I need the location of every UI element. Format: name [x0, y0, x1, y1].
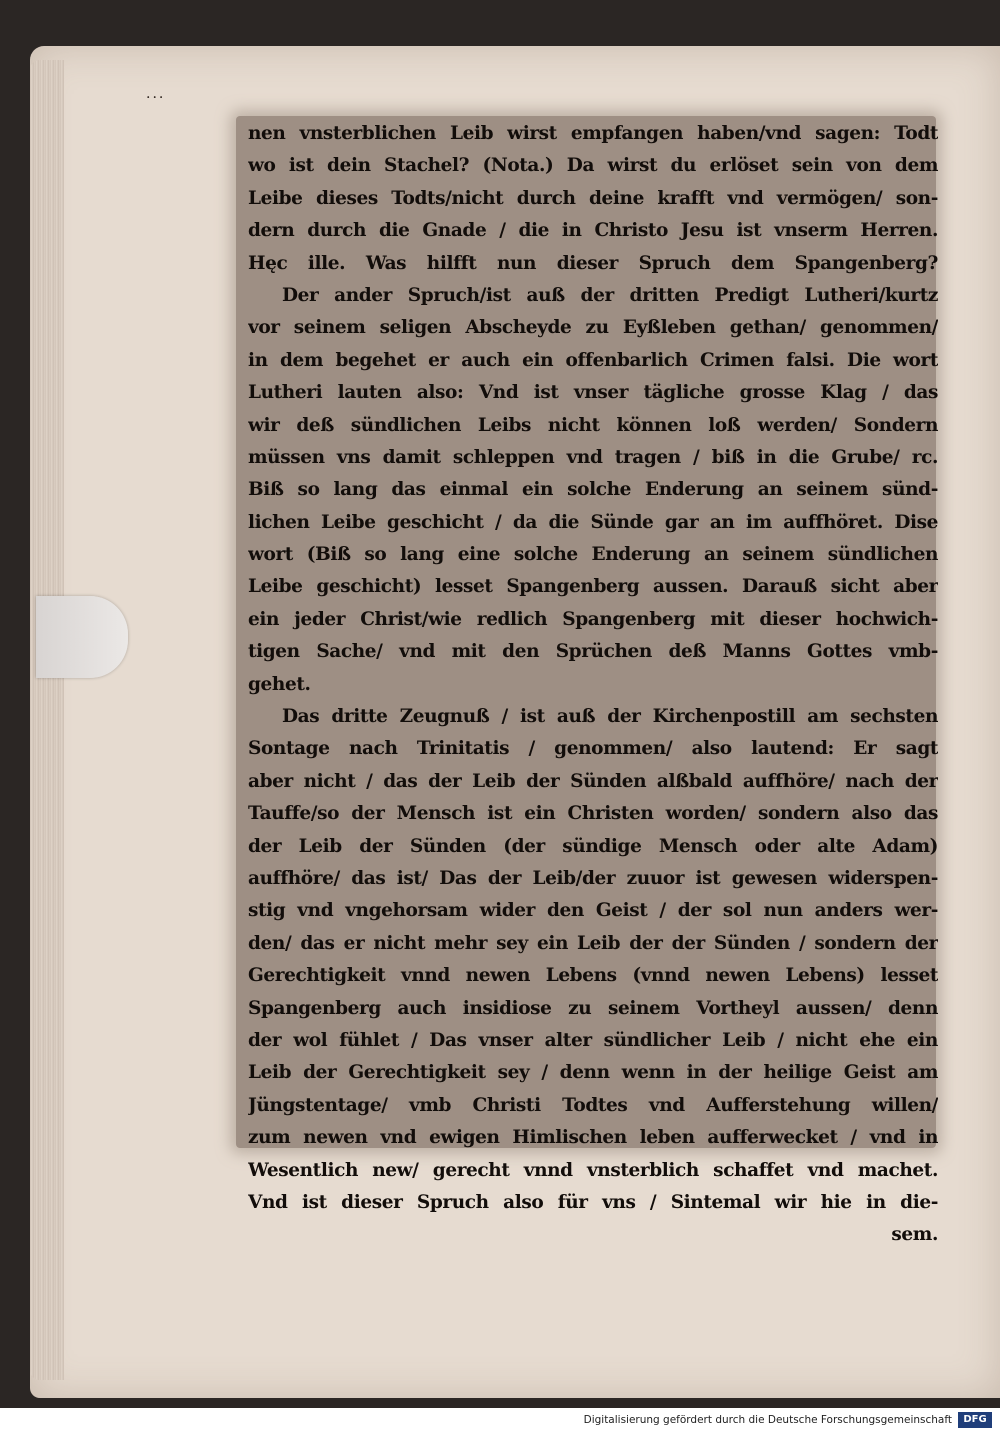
page-tab-marker: [36, 596, 128, 678]
text-line: in dem begehet er auch ein offenbarlich Crimen falsi. Die wort: [248, 349, 938, 371]
margin-mark: ...: [146, 86, 166, 102]
text-line: müssen vns damit schleppen vnd tragen / biß in die Grube/ rc.: [248, 446, 938, 468]
text-line: aber nicht / das der Leib der Sünden alßbald auffhöre/ nach der: [248, 770, 938, 792]
funding-credit: Digitalisierung gefördert durch die Deutsche Forschungsgemeinschaft: [583, 1414, 952, 1426]
text-line: Sontage nach Trinitatis / genommen/ also lautend: Er sagt: [248, 738, 938, 760]
text-line: Der ander Spruch/ist auß der dritten Predigt Lutheri/kurtz: [282, 284, 938, 306]
text-line: auffhöre/ das ist/ Das der Leib/der zuuor ist gewesen widerspen-: [248, 867, 938, 889]
text-line: Hęc ille. Was hilfft nun dieser Spruch dem Spangenberg?: [248, 252, 938, 274]
text-line: stig vnd vngehorsam wider den Geist / der sol nun anders wer-: [248, 900, 938, 922]
text-line: nen vnsterblichen Leib wirst empfangen haben/vnd sagen: Todt: [248, 123, 938, 144]
text-line: lichen Leibe geschicht / da die Sünde gar an im auffhöret. Dise: [248, 511, 938, 533]
page-text: [248, 118, 938, 1252]
text-line: Leibe dieses Todts/nicht durch deine krafft vnd vermögen/ son-: [248, 187, 938, 209]
text-line: Leibe geschicht) lesset Spangenberg aussen. Darauß sicht aber: [248, 576, 938, 598]
text-line: Spangenberg auch insidiose zu seinem Vortheyl aussen/ denn: [248, 997, 938, 1019]
text-line: ein jeder Christ/wie redlich Spangenberg mit dieser hochwich-: [248, 608, 938, 630]
text-line: Lutheri lauten also: Vnd ist vnser tägliche grosse Klag / das: [248, 382, 938, 404]
text-line: den/ das er nicht mehr sey ein Leib der der Sünden / sondern der: [248, 932, 938, 954]
footer-bar: [0, 1408, 1000, 1433]
page-edges: [30, 60, 64, 1380]
text-line: der wol fühlet / Das vnser alter sündlicher Leib / nicht ehe ein: [248, 1029, 938, 1051]
text-line: Das dritte Zeugnuß / ist auß der Kirchenpostill am sechsten: [282, 706, 938, 728]
text-line: zum newen vnd ewigen Himlischen leben aufferwecket / vnd in: [248, 1127, 938, 1149]
text-line: Vnd ist dieser Spruch also für vns / Sintemal wir hie in die-: [248, 1191, 938, 1213]
text-line: Biß so lang das einmal ein solche Enderung an seinem sünd-: [248, 479, 938, 501]
catchword: sem.: [891, 1224, 938, 1246]
dfg-logo: DFG: [958, 1412, 992, 1428]
text-line: vor seinem seligen Abscheyde zu Eyßleben gethan/ genommen/: [248, 317, 938, 339]
text-line: dern durch die Gnade / die in Christo Jesu ist vnserm Herren.: [248, 220, 938, 242]
text-line: der Leib der Sünden (der sündige Mensch oder alte Adam): [248, 835, 938, 857]
text-line: Leib der Gerechtigkeit sey / denn wenn in der heilige Geist am: [248, 1062, 938, 1084]
text-line: tigen Sache/ vnd mit den Sprüchen deß Manns Gottes vmb-: [248, 641, 938, 663]
text-line: Tauffe/so der Mensch ist ein Christen worden/ sondern also das: [248, 803, 938, 825]
text-line: wort (Biß so lang eine solche Enderung an seinem sündlichen: [248, 544, 938, 566]
text-line: Jüngstentage/ vmb Christi Todtes vnd Aufferstehung willen/: [248, 1094, 938, 1116]
text-line: Gerechtigkeit vnnd newen Lebens (vnnd newen Lebens) lesset: [248, 965, 938, 987]
text-line: wo ist dein Stachel? (Nota.) Da wirst du erlöset sein von dem: [248, 155, 938, 177]
text-line: wir deß sündlichen Leibs nicht können loß werden/ Sondern: [248, 414, 938, 436]
text-line: gehet.: [248, 673, 311, 695]
text-line: Wesentlich new/ gerecht vnnd vnsterblich schaffet vnd machet.: [248, 1159, 938, 1181]
